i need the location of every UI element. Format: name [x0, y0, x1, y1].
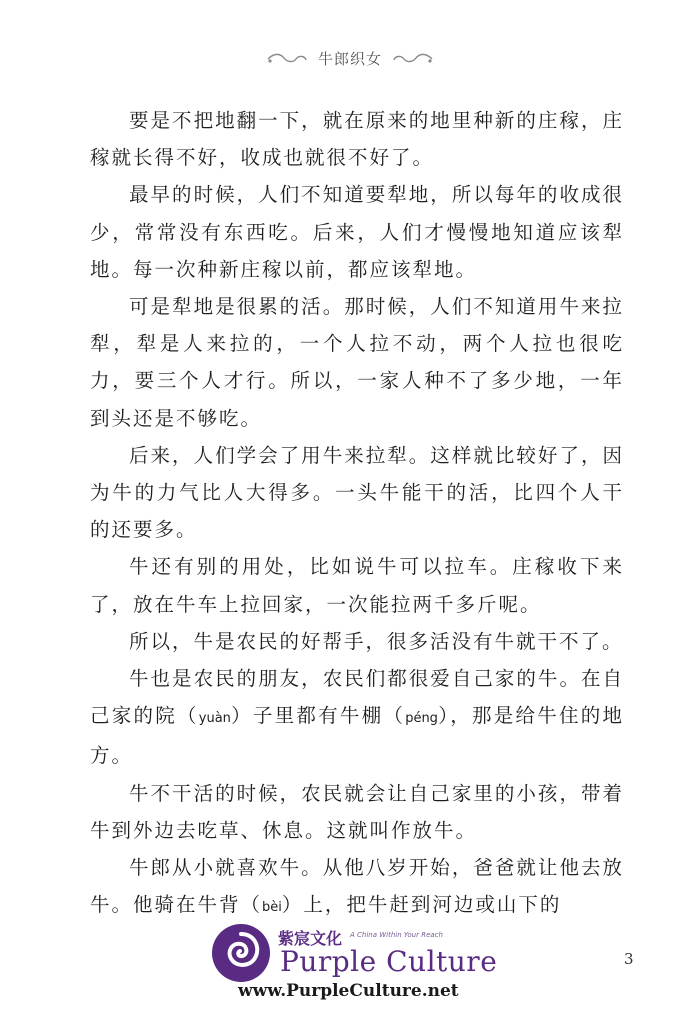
paragraph	[90, 849, 624, 926]
pinyin-annotation: péng	[405, 711, 438, 727]
body-text	[90, 102, 624, 926]
watermark-chinese-name: 紫宸文化	[278, 929, 343, 948]
purple-culture-logo-icon	[210, 922, 272, 984]
paragraph: 牛不干活的时候，农民就会让自己家里的小孩，带着牛到外边去吃草、休息。这就叫作放牛。	[90, 781, 624, 842]
paragraph: 牛还有别的用处，比如说牛可以拉车。庄稼收下来了，放在牛车上拉回家，一次能拉两千多斤呢。	[90, 555, 624, 616]
paragraph: 后来，人们学会了用牛来拉犁。这样就比较好了，因为牛的力气比人大得多。一头牛能干的活，比四个人干的还要多。	[90, 443, 624, 542]
paragraph-text: ）子里都有牛棚（	[230, 704, 406, 728]
book-title: 牛郎织女	[317, 50, 382, 68]
paragraph-text: 牛郎从小就喜欢牛。从他八岁开始，爸爸就让他去放牛。他骑在牛背（	[90, 856, 624, 917]
paragraph: 要是不把地翻一下，就在原来的地里种新的庄稼，庄稼就长得不好，收成也就很不好了。	[90, 109, 624, 170]
watermark-url: www.PurpleCulture.net	[238, 981, 459, 1001]
watermark	[210, 918, 510, 1008]
paragraph: 所以，牛是农民的好帮手，很多活没有牛就干不了。	[129, 629, 624, 653]
paragraph: 最早的时候，人们不知道要犁地，所以每年的收成很少，常常没有东西吃。后来，人们才慢慢地知道应该犁地。每一次种新庄稼以前，都应该犁地。	[90, 183, 624, 281]
paragraph-text: ）上，把牛赶到河边或山下的	[281, 893, 562, 917]
paragraph-text: ），那是给牛住的地方。	[90, 704, 624, 768]
pinyin-annotation: yuàn	[198, 711, 231, 727]
running-header	[0, 48, 700, 69]
paragraph: 可是犁地是很累的活。那时候，人们不知道用牛来拉犁，犁是人来拉的，一个人拉不动，两个人拉也很吃力，要三个人才行。所以，一家人种不了多少地，一年到头还是不够吃。	[90, 295, 624, 430]
paragraph-text: 牛也是农民的朋友，农民们都很爱自己家的牛。在自己家的院（	[90, 667, 624, 728]
right-ornament-icon	[392, 52, 434, 66]
page-number: 3	[624, 950, 634, 968]
watermark-brand: Purple Culture	[280, 945, 498, 978]
pinyin-annotation: bèi	[262, 900, 282, 916]
watermark-tagline: A China Within Your Reach	[350, 931, 443, 939]
left-ornament-icon	[266, 52, 308, 66]
paragraph	[90, 660, 624, 775]
